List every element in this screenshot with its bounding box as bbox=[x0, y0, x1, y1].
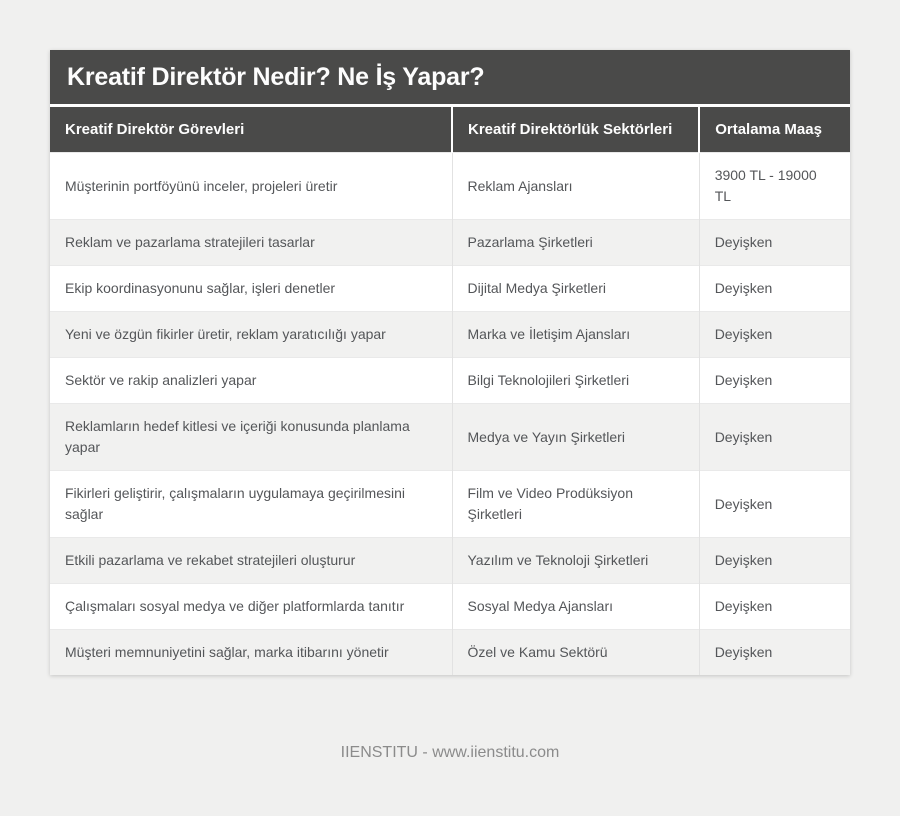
cell-salary: Deyişken bbox=[699, 266, 850, 312]
table-row bbox=[50, 358, 850, 404]
cell-task: Çalışmaları sosyal medya ve diğer platformlarda tanıtır bbox=[50, 584, 452, 630]
table-row bbox=[50, 266, 850, 312]
cell-sector: Reklam Ajansları bbox=[452, 153, 699, 220]
column-header-tasks: Kreatif Direktör Görevleri bbox=[50, 107, 452, 153]
cell-task: Müşteri memnuniyetini sağlar, marka itibarını yönetir bbox=[50, 630, 452, 676]
cell-salary: Deyişken bbox=[699, 404, 850, 471]
table-card bbox=[50, 50, 850, 675]
table-row bbox=[50, 538, 850, 584]
cell-sector: Marka ve İletişim Ajansları bbox=[452, 312, 699, 358]
cell-task: Reklam ve pazarlama stratejileri tasarlar bbox=[50, 220, 452, 266]
table-row bbox=[50, 584, 850, 630]
cell-sector: Film ve Video Prodüksiyon Şirketleri bbox=[452, 471, 699, 538]
cell-salary: 3900 TL - 19000 TL bbox=[699, 153, 850, 220]
cell-task: Müşterinin portföyünü inceler, projeleri üretir bbox=[50, 153, 452, 220]
cell-task: Reklamların hedef kitlesi ve içeriği konusunda planlama yapar bbox=[50, 404, 452, 471]
footer-credit: IIENSTITU - www.iienstitu.com bbox=[340, 744, 560, 761]
cell-sector: Medya ve Yayın Şirketleri bbox=[452, 404, 699, 471]
cell-salary: Deyişken bbox=[699, 538, 850, 584]
cell-task: Etkili pazarlama ve rekabet stratejileri oluşturur bbox=[50, 538, 452, 584]
cell-salary: Deyişken bbox=[699, 220, 850, 266]
table-header bbox=[50, 107, 850, 153]
cell-salary: Deyişken bbox=[699, 630, 850, 676]
table-body bbox=[50, 153, 850, 676]
table-row bbox=[50, 630, 850, 676]
column-header-sectors: Kreatif Direktörlük Sektörleri bbox=[452, 107, 699, 153]
cell-sector: Sosyal Medya Ajansları bbox=[452, 584, 699, 630]
cell-task: Yeni ve özgün fikirler üretir, reklam yaratıcılığı yapar bbox=[50, 312, 452, 358]
column-header-salary: Ortalama Maaş bbox=[699, 107, 850, 153]
table-header-row bbox=[50, 107, 850, 153]
creative-director-table bbox=[50, 107, 850, 675]
cell-sector: Özel ve Kamu Sektörü bbox=[452, 630, 699, 676]
cell-salary: Deyişken bbox=[699, 312, 850, 358]
cell-task: Ekip koordinasyonunu sağlar, işleri denetler bbox=[50, 266, 452, 312]
table-row bbox=[50, 312, 850, 358]
cell-sector: Dijital Medya Şirketleri bbox=[452, 266, 699, 312]
cell-salary: Deyişken bbox=[699, 584, 850, 630]
table-row bbox=[50, 153, 850, 220]
cell-sector: Bilgi Teknolojileri Şirketleri bbox=[452, 358, 699, 404]
cell-task: Sektör ve rakip analizleri yapar bbox=[50, 358, 452, 404]
cell-task: Fikirleri geliştirir, çalışmaların uygulamaya geçirilmesini sağlar bbox=[50, 471, 452, 538]
table-row bbox=[50, 404, 850, 471]
cell-sector: Yazılım ve Teknoloji Şirketleri bbox=[452, 538, 699, 584]
cell-sector: Pazarlama Şirketleri bbox=[452, 220, 699, 266]
table-row bbox=[50, 220, 850, 266]
cell-salary: Deyişken bbox=[699, 358, 850, 404]
table-row bbox=[50, 471, 850, 538]
page-title: Kreatif Direktör Nedir? Ne İş Yapar? bbox=[50, 50, 850, 107]
cell-salary: Deyişken bbox=[699, 471, 850, 538]
